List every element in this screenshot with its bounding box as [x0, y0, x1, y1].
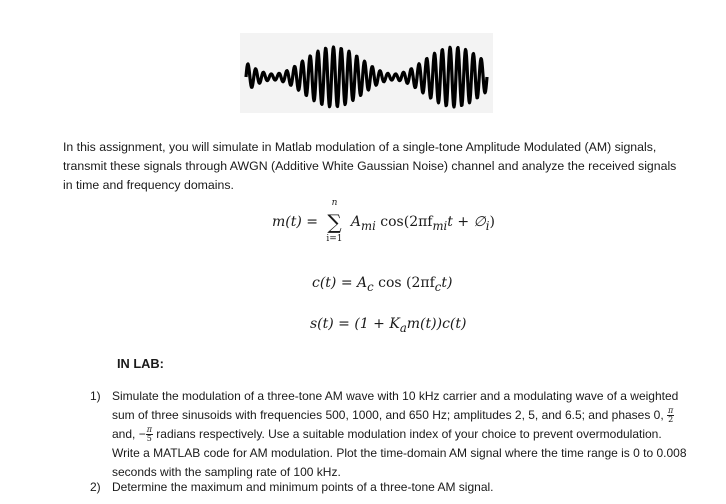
- eq1-end: ): [489, 214, 495, 230]
- in-lab-heading: IN LAB:: [117, 356, 164, 371]
- task-item-1: [90, 387, 690, 482]
- intro-paragraph: In this assignment, you will simulate in Matlab modulation of a single-tone Amplitude Modulated (AM) signals, transmit these signals through AWGN (Additive White Gaussian Noise) channel and analyze the received signals in time and frequency domains.: [63, 140, 677, 192]
- frac1-den: 2: [668, 415, 674, 425]
- equation-am-signal: [310, 316, 466, 335]
- equation-message-signal: [272, 198, 495, 244]
- frac2-num: π: [146, 425, 152, 435]
- eq3-part-b: m(t))c(t): [406, 316, 467, 332]
- eq3-sub-a: a: [399, 320, 407, 335]
- eq1-tail: t + ∅: [447, 214, 486, 230]
- am-waveform-svg: [240, 33, 493, 113]
- am-waveform-path: [246, 47, 487, 107]
- task1-text-part2: and, −: [112, 427, 146, 441]
- eq2-part-a: c(t) = A: [312, 275, 368, 291]
- eq3-part-a: s(t) = (1 + K: [310, 316, 400, 332]
- eq2-part-b: cos (2πf: [378, 275, 435, 291]
- eq1-sub-phi: i: [485, 218, 490, 233]
- task1-text-part1: Simulate the modulation of a three-tone AM wave with 10 kHz carrier and a modulating wave of a weighted sum of three sinusoids with frequencies 500, 1000, and 650 Hz; amplitudes 2, 5, and 6.5; and phases 0,: [112, 389, 679, 422]
- eq2-part-c: t): [441, 275, 453, 291]
- eq1-sub-f: mi: [432, 218, 448, 233]
- equation-carrier: [312, 275, 452, 294]
- sum-upper-limit: n: [331, 198, 338, 208]
- sum-lower-limit: i=1: [326, 234, 343, 244]
- eq2-sub-c: c: [367, 279, 374, 294]
- eq1-cos: cos(2πf: [375, 214, 433, 230]
- summation-symbol: n ∑ i=1: [322, 212, 346, 232]
- eq1-amplitude: A: [350, 214, 362, 230]
- task-body-1: [112, 387, 690, 482]
- fraction-pi-over-2: [667, 407, 674, 424]
- task-body-2: Determine the maximum and minimum points of a three-tone AM signal.: [112, 480, 494, 494]
- eq2-sub-c2: c: [434, 279, 442, 294]
- task-number-1: 1): [90, 389, 101, 403]
- frac1-num: π: [668, 406, 674, 416]
- frac2-den: 5: [146, 434, 152, 444]
- task-item-2: [90, 478, 690, 497]
- eq1-lhs: m(t) =: [272, 214, 323, 230]
- fraction-pi-over-5: [146, 426, 153, 443]
- task1-text-part3: radians respectively. Use a suitable modulation index of your choice to prevent overmodulation. Write a MATLAB code for AM modulation. Plot the time-domain AM signal where the time range is 0 to 0.008 seconds with the sampling rate of 100 kHz.: [112, 427, 687, 479]
- am-waveform-image: [240, 33, 493, 113]
- task-number-2: 2): [90, 480, 101, 494]
- eq1-sub-a: mi: [361, 218, 376, 233]
